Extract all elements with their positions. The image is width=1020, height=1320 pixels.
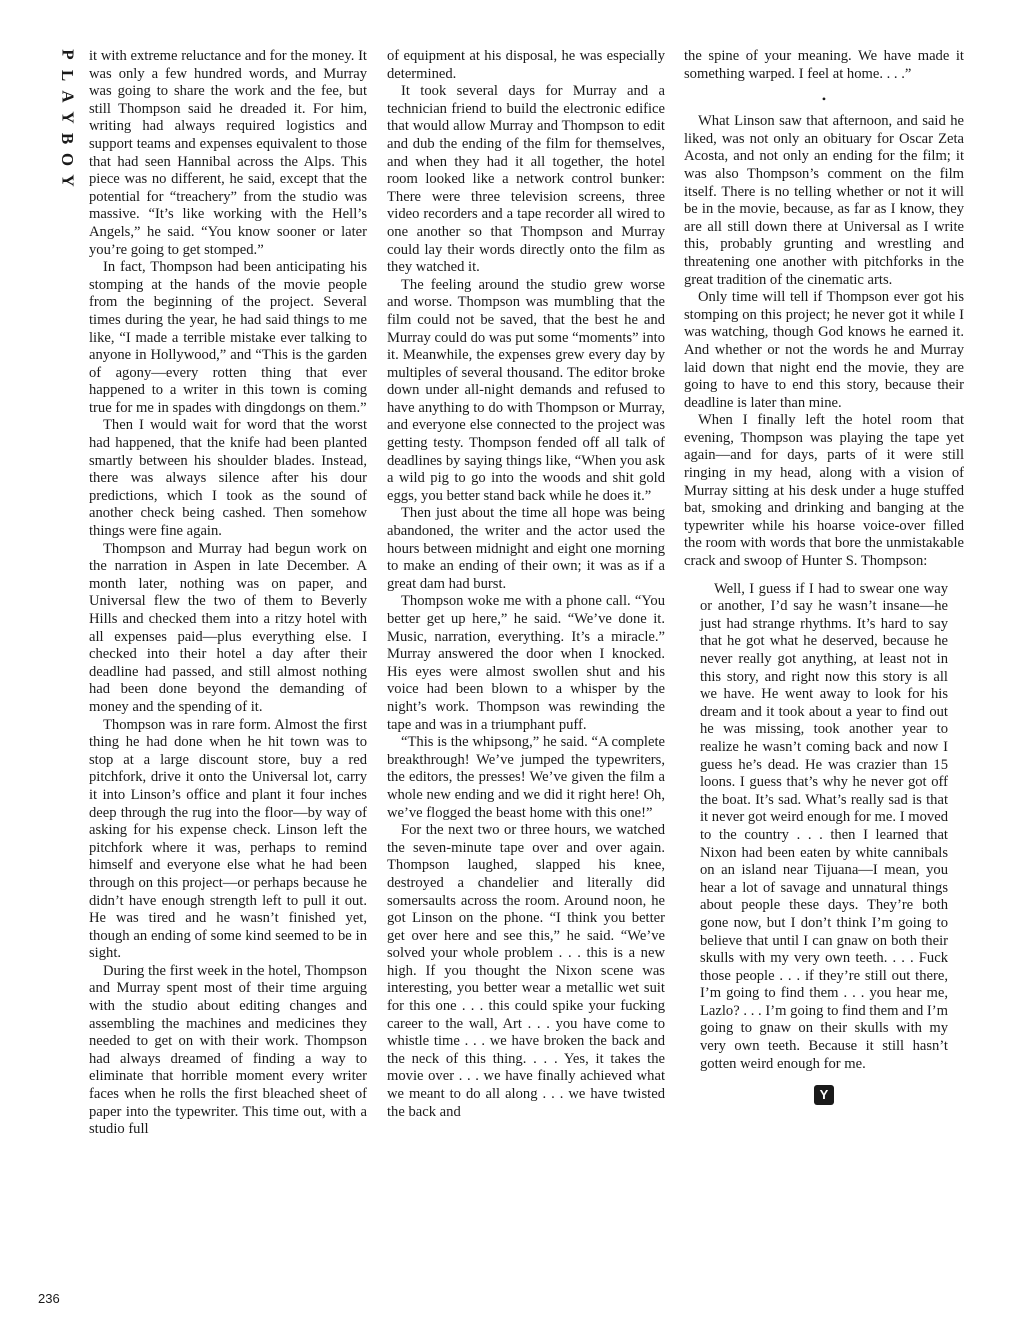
article-paragraph: For the next two or three hours, we watched the seven-minute tape over and over again. Thompson laughed, slapped his knee, destroyed a chandelier and literally did somersaults across the room. Around noon, he got Linson on the phone. “I think you better get over here and see this,” he said. “We’ve solved your whole problem . . . this is a new high. If you thought the Nixon scene was interesting, you better wear a metallic wet suit for this one . . . this could spike your fucking career to the wall, Art . . . you have come to whistle time . . . we have broken the back and the neck of this thing. . . . Yes, it takes the movie over . . . we have finally achieved what we meant to do all along . . . we have twisted the back and <box>387 822 665 1120</box>
article-paragraph: Thompson was in rare form. Almost the first thing he had done when he hit town was to stop at a large discount store, buy a red pitchfork, drive it onto the Universal lot, carry it into Linson’s office and plant it four inches deep through the rug into the floor—by way of asking for his expense check. Linson left the pitchfork where it was, perhaps to remind himself and everyone else what he had been through on this project—or perhaps because he didn’t have enough strength left to pull it out. He was tired and he wasn’t finished yet, though an ending of some kind seemed to be in sight. <box>89 716 367 962</box>
article-paragraph: When I finally left the hotel room that evening, Thompson was playing the tape yet again—and for days, parts of it were still ringing in my head, along with a vision of Murray sitting at his desk under a huge stuffed bat, smoking and drinking and banging at the typewriter while his hoarse voice-over filled the room with words that bore the unmistakable crack and swoop of Hunter S. Thompson: <box>684 412 964 570</box>
quote-paragraph: Well, I guess if I had to swear one way or another, I’d say he wasn’t insane—he just had strange rhythms. It’s hard to say that he got what he deserved, because he never really got anything, at least not in this story, and right now this story is all we have. He went away to look for his dream and it took about a year to find out he was missing, took another year to realize he wasn’t coming back and now I guess he’s dead. He was crazier than 15 loons. I guess that’s why he never got off the boat. It’s sad. What’s really sad is that it never got weird enough for me. I moved to the country . . . then I learned that Nixon had been eaten by white cannibals on an island near Tijuana—I mean, you hear a lot of savage and unnatural things about people these days. They’re both gone now, but I don’t think I’m going to believe that until I can gnaw on both their skulls with my very own teeth. . . . Fuck those people . . . if they’re still out there, I’m going to find them . . . you hear me, Lazlo? . . . I’m going to find them and I’m going to gnaw on their skulls with my very own teeth. Because it still hasn’t gotten weird enough for me. <box>700 580 948 1072</box>
column-3-body <box>684 113 964 570</box>
masthead-letter: Y <box>58 111 78 124</box>
masthead-letter: Y <box>58 174 78 187</box>
article-paragraph: it with extreme reluctance and for the money. It was only a few hundred words, and Murray was going to share the work and the fee, but still Thompson said he dreaded it. For him, writing had always required logistics and support teams and expenses equivalent to those that had seen Hannibal across the Alps. This piece was no different, he said, except that the potential for “treachery” from the studio was massive. “It’s like working with the Hell’s Angels,” he said. “You know sooner or later you’re going to get stomped.” <box>89 48 367 258</box>
article-paragraph: Only time will tell if Thompson ever got his stomping on this project; he never got it while I was watching, though God knows he earned it. And whether or not the words he and Murray laid down that night end the movie, they are going to have to end this story, because their deadline is later than mine. <box>684 289 964 411</box>
article-paragraph: Then I would wait for word that the worst had happened, that the knife had been planted smartly between his shoulder blades. Instead, there was always silence after his dour predictions, which I took as the sound of another check being cashed. Then somehow things were fine again. <box>89 417 367 540</box>
article-column-1 <box>89 48 367 1139</box>
article-paragraph: Then just about the time all hope was being abandoned, the writer and the actor used the hours between midnight and eight one morning to make an ending of their own; it was as if a great dam had burst. <box>387 505 665 592</box>
masthead-vertical <box>55 44 77 191</box>
article-column-2 <box>387 48 665 1121</box>
article-column-3 <box>684 48 964 1105</box>
article-paragraph: What Linson saw that afternoon, and said he liked, was not only an obituary for Oscar Zeta Acosta, and not only an ending for the film; it was also Thompson’s comment on the film itself. There is no telling whether or not it will be in the movie, because, as far as I know, they are all still down there at Universal as I write this, probably grunting and wrestling and threatening one another with pitchforks in the great tradition of the cinematic arts. <box>684 113 964 288</box>
article-paragraph: Thompson woke me with a phone call. “You better get up here,” he said. “We’ve done it. Music, narration, everything. It’s a miracle.” Murray answered the door when I knocked. His eyes were almost swollen shut and his voice had been blown to a whisper by the night’s work. Thompson was rewinding the tape and was in a triumphant puff. <box>387 593 665 733</box>
article-paragraph: “This is the whipsong,” he said. “A complete breakthrough! We’ve jumped the typewriters, the editors, the presses! We’ve given the film a whole new ending and we did it right here! Oh, we’ve flogged the beast home with this one!” <box>387 734 665 821</box>
masthead-letter: P <box>58 49 78 60</box>
page-number: 236 <box>38 1291 60 1306</box>
section-bullet: • <box>821 92 827 107</box>
article-paragraph: It took several days for Murray and a technician friend to build the electronic edifice that would allow Murray and Thompson to edit and dub the ending of the film for themselves, and when they had it all together, the hotel room looked like a network control bunker: There were three television screens, three video recorders and a tape recorder all wired to one another so that Thompson and Murray could lay their words directly onto the film as they watched it. <box>387 83 665 276</box>
article-paragraph: Thompson and Murray had begun work on the narration in Aspen in late December. A month later, nothing was on paper, and Universal flew the two of them to Beverly Hills and checked them into a ritzy hotel with all expenses paid—plus everything else. I checked into their hotel a day after their deadline had passed, and still almost nothing had been done beyond the demanding of money and the spending of it. <box>89 540 367 715</box>
masthead-letter: O <box>58 152 78 167</box>
end-of-article-icon: Y <box>814 1085 834 1105</box>
masthead-letter: B <box>58 132 78 145</box>
masthead-letter: L <box>58 69 78 82</box>
article-paragraph: The feeling around the studio grew worse and worse. Thompson was mumbling that the film could not be saved, that the best he and Murray could do was put some “moments” into it. Meanwhile, the expenses grew every day by multiples of several thousand. The editor broke down under all-night demands and refused to have anything to do with Thompson or Murray, and everyone else connected to the project was getting testy. Thompson fended off all talk of deadlines by saying things like, “When you ask a wild pig to go into the woods and shit gold eggs, you better stand back while he does it.” <box>387 276 665 504</box>
article-paragraph: the spine of your meaning. We have made it something warped. I feel at home. . . .” <box>684 48 964 82</box>
article-paragraph: In fact, Thompson had been anticipating his stomping at the hands of the movie people from the beginning of the project. Several times during the year, he had said things to me like, “I made a terrible mistake ever talking to anyone in Hollywood,” and “This is the garden of agony—every rotten thing that ever happened to a writer in this town is coming true for me in spades with dingdongs on them.” <box>89 259 367 416</box>
narration-quote <box>700 581 948 1074</box>
column-3-lead <box>684 48 964 83</box>
article-paragraph: of equipment at his disposal, he was especially determined. <box>387 48 665 82</box>
article-paragraph: During the first week in the hotel, Thompson and Murray spent most of their time arguing with the studio about editing changes and assembling the machines and medicines they needed to get on with their work. Thompson had always dreamed of finding a way to eliminate that horrible moment every writer faces when he rolls the first bleached sheet of paper into the typewriter. This time out, with a studio full <box>89 962 367 1138</box>
masthead-letter: A <box>58 90 78 103</box>
